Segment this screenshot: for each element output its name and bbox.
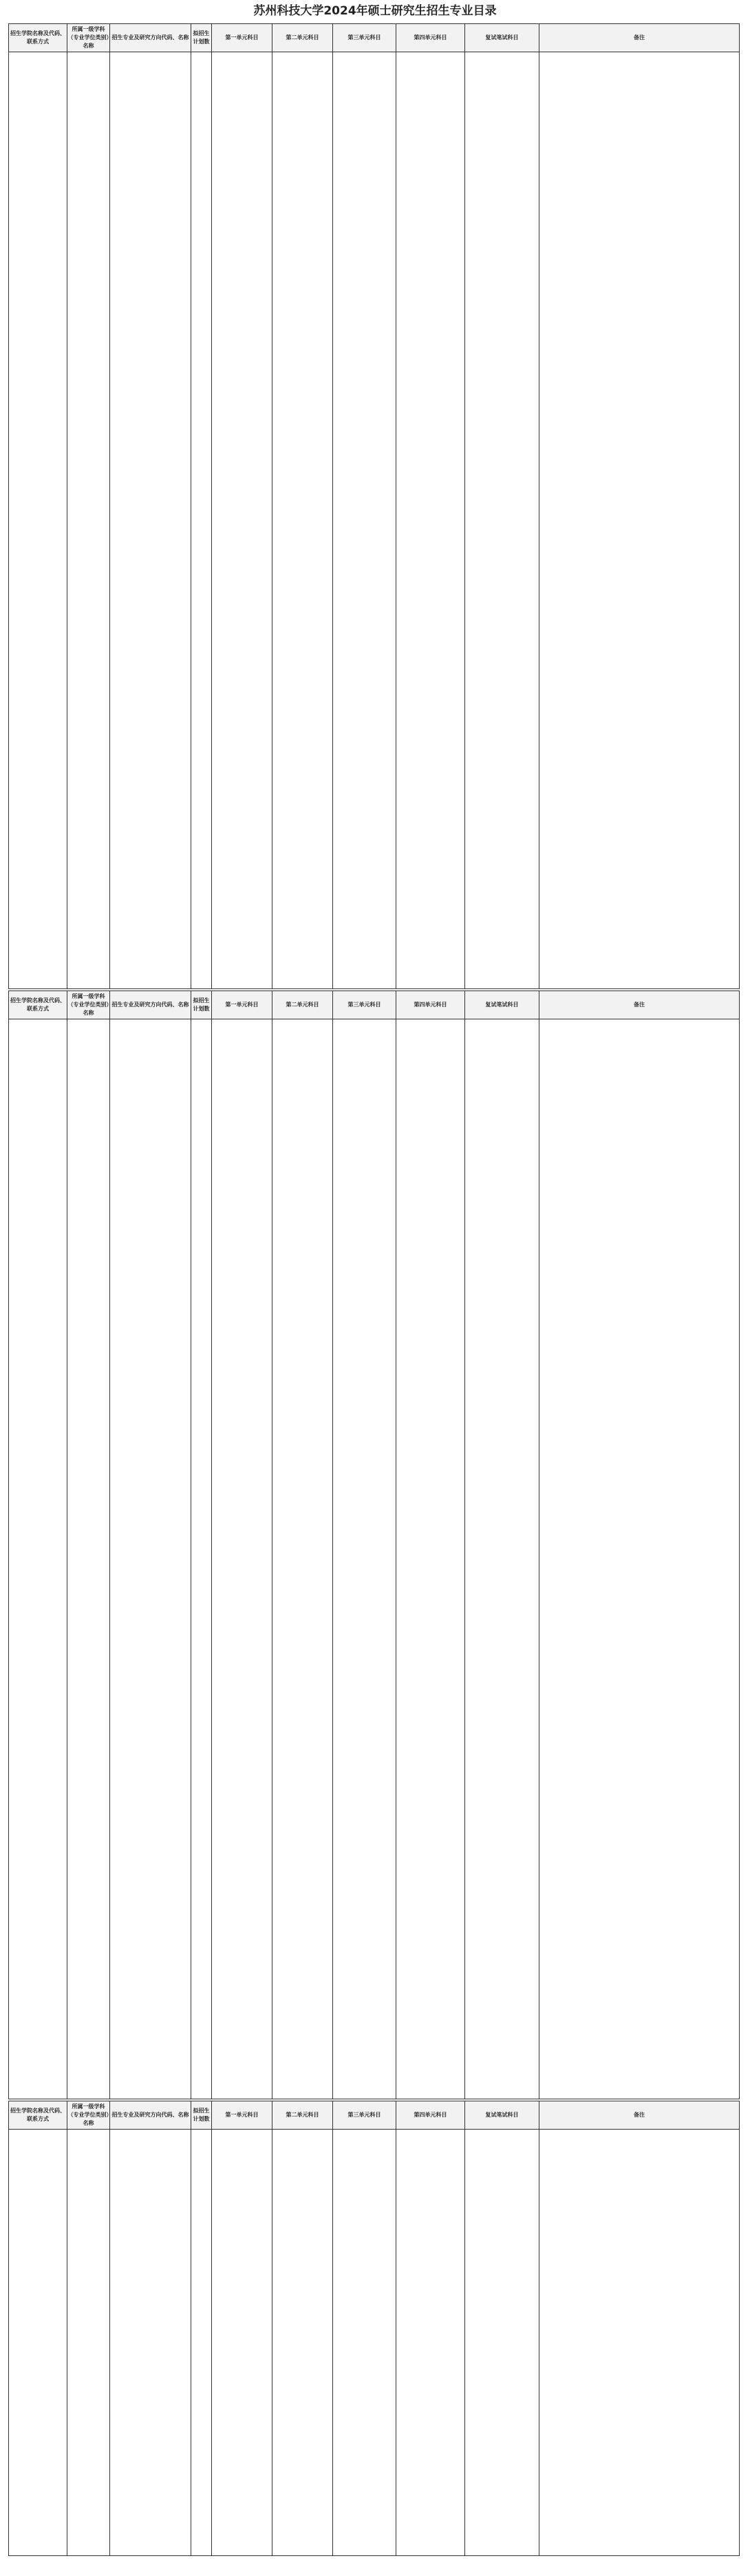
table-cell: [9, 1019, 67, 2099]
table-cell: [212, 1019, 272, 2099]
catalog-table: [8, 23, 740, 989]
table-cell: [272, 2130, 333, 2556]
table-cell: [67, 52, 110, 989]
column-header: 复试笔试科目: [465, 991, 539, 1019]
table-cell: [9, 52, 67, 989]
column-header: 招生专业及研究方向代码、名称: [110, 991, 191, 1019]
column-header: 备注: [539, 2101, 740, 2130]
table-row: [9, 1019, 740, 2099]
table-header-row: [9, 24, 740, 52]
column-header: 拟招生计划数: [191, 2101, 212, 2130]
page-title: 苏州科技大学2024年硕士研究生招生专业目录: [253, 4, 497, 18]
column-header: 第四单元科目: [396, 991, 465, 1019]
table-cell: [110, 1019, 191, 2099]
table-row: [9, 2130, 740, 2556]
column-header: 第二单元科目: [272, 2101, 333, 2130]
table-cell: [465, 1019, 539, 2099]
table-cell: [67, 1019, 110, 2099]
table-cell: [333, 2130, 396, 2556]
column-header: 第三单元科目: [333, 991, 396, 1019]
table-cell: [110, 52, 191, 989]
table-cell: [9, 2130, 67, 2556]
table-cell: [191, 1019, 212, 2099]
column-header: 第二单元科目: [272, 991, 333, 1019]
table-cell: [212, 52, 272, 989]
catalog-table-block-1: [8, 23, 739, 989]
column-header: 所属一级学科（专业学位类别）名称: [67, 991, 110, 1019]
column-header: 招生学院名称及代码、联系方式: [9, 991, 67, 1019]
table-header-row: [9, 2101, 740, 2130]
table-cell: [539, 2130, 740, 2556]
column-header: 第二单元科目: [272, 24, 333, 52]
catalog-table-block-3: [8, 2101, 739, 2556]
column-header: 第四单元科目: [396, 24, 465, 52]
table-cell: [191, 52, 212, 989]
table-cell: [110, 2130, 191, 2556]
table-row: [9, 52, 740, 989]
table-cell: [465, 2130, 539, 2556]
table-cell: [396, 1019, 465, 2099]
table-cell: [333, 52, 396, 989]
catalog-table: [8, 991, 740, 2099]
column-header: 所属一级学科（专业学位类别）名称: [67, 24, 110, 52]
column-header: 招生学院名称及代码、联系方式: [9, 2101, 67, 2130]
column-header: 第四单元科目: [396, 2101, 465, 2130]
column-header: 招生专业及研究方向代码、名称: [110, 2101, 191, 2130]
column-header: 备注: [539, 24, 740, 52]
table-cell: [272, 1019, 333, 2099]
table-cell: [465, 52, 539, 989]
table-cell: [539, 52, 740, 989]
column-header: 拟招生计划数: [191, 991, 212, 1019]
catalog-table: [8, 2101, 740, 2556]
column-header: 第一单元科目: [212, 2101, 272, 2130]
column-header: 备注: [539, 991, 740, 1019]
column-header: 复试笔试科目: [465, 2101, 539, 2130]
table-cell: [67, 2130, 110, 2556]
table-header-row: [9, 991, 740, 1019]
column-header: 招生专业及研究方向代码、名称: [110, 24, 191, 52]
table-cell: [396, 2130, 465, 2556]
table-cell: [272, 52, 333, 989]
column-header: 复试笔试科目: [465, 24, 539, 52]
column-header: 第一单元科目: [212, 991, 272, 1019]
table-cell: [212, 2130, 272, 2556]
column-header: 拟招生计划数: [191, 24, 212, 52]
column-header: 第三单元科目: [333, 2101, 396, 2130]
column-header: 第一单元科目: [212, 24, 272, 52]
catalog-table-block-2: [8, 991, 739, 2099]
column-header: 招生学院名称及代码、联系方式: [9, 24, 67, 52]
column-header: 第三单元科目: [333, 24, 396, 52]
table-cell: [396, 52, 465, 989]
table-cell: [539, 1019, 740, 2099]
column-header: 所属一级学科（专业学位类别）名称: [67, 2101, 110, 2130]
table-cell: [191, 2130, 212, 2556]
table-cell: [333, 1019, 396, 2099]
